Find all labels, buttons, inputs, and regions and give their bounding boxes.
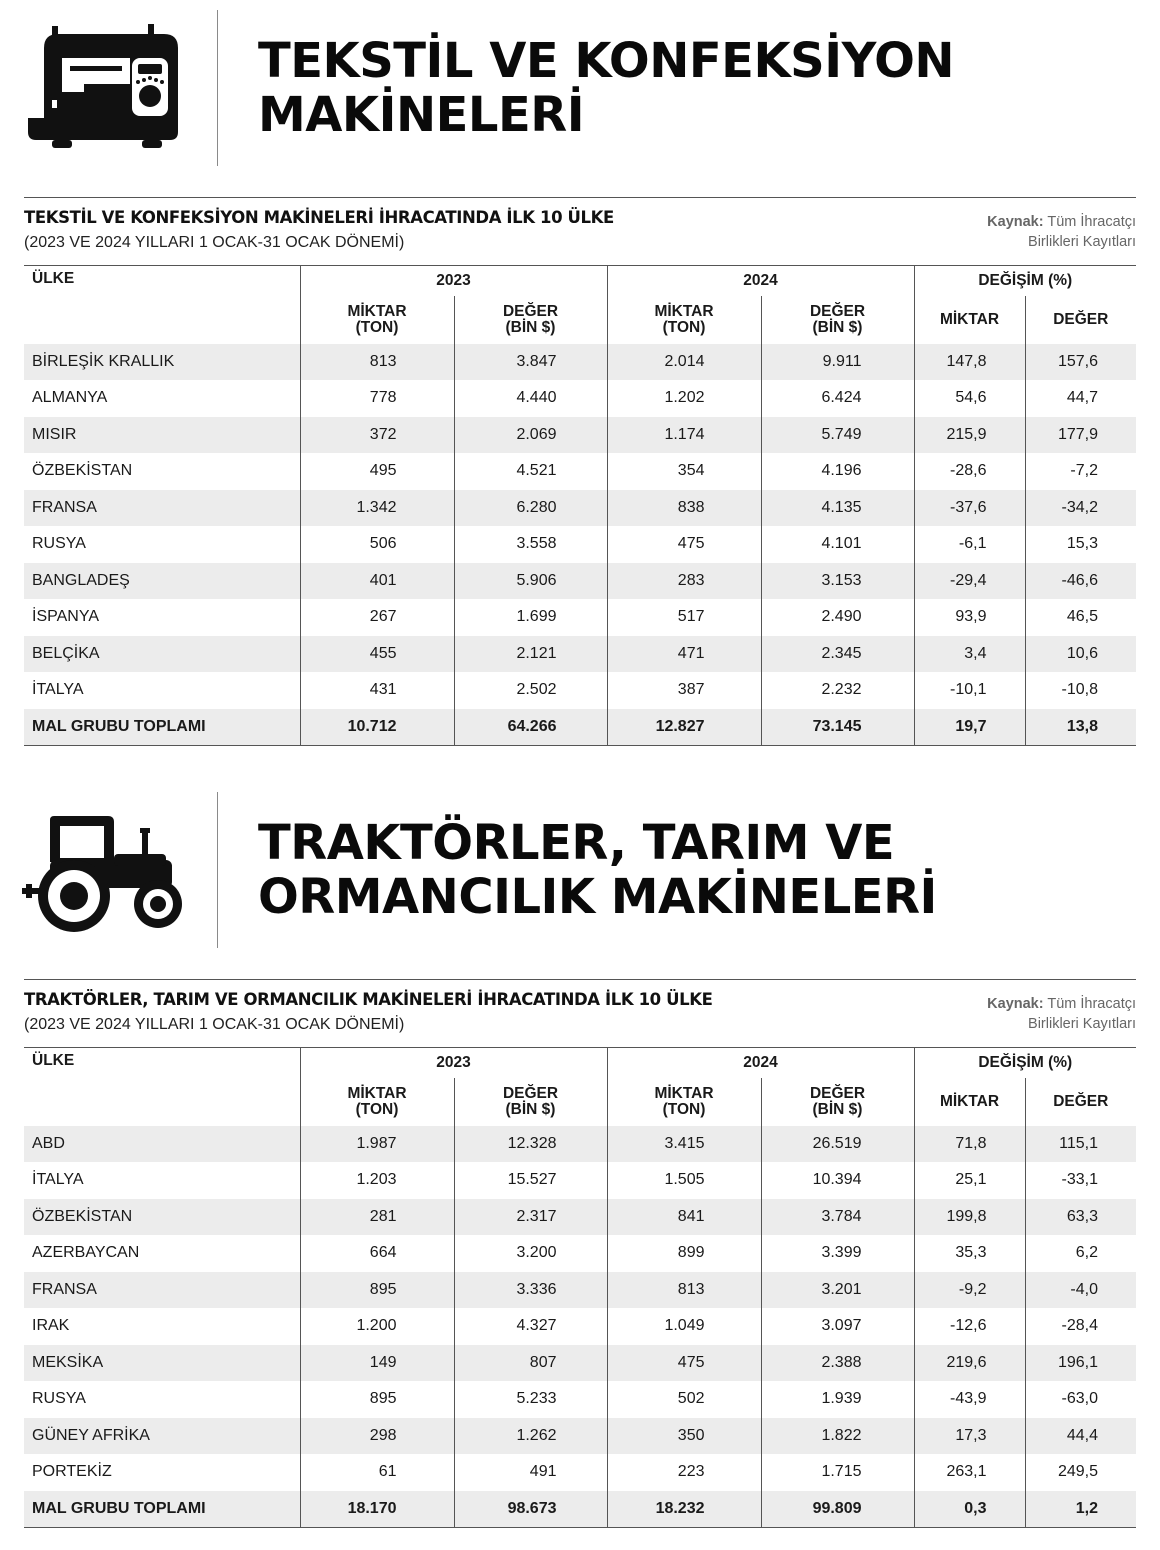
table-title: TEKSTİL VE KONFEKSİYON MAKİNELERİ İHRACATINDA İLK 10 ÜLKE	[24, 208, 614, 227]
value-cell: -46,6	[1025, 563, 1136, 600]
value-cell: 267	[300, 599, 454, 636]
value-cell: -28,4	[1025, 1308, 1136, 1345]
value-cell: 15,3	[1025, 526, 1136, 563]
value-cell: 249,5	[1025, 1454, 1136, 1491]
value-cell: 1.262	[454, 1418, 607, 1455]
source-note	[987, 994, 1136, 1034]
table-row	[24, 563, 1136, 600]
table-heading	[24, 990, 1136, 1046]
value-cell: 895	[300, 1272, 454, 1309]
value-cell: 12.328	[454, 1126, 607, 1163]
header-val-2024: DEĞER (BİN $)	[761, 296, 914, 344]
value-cell: 215,9	[914, 417, 1025, 454]
country-cell: RUSYA	[32, 1390, 86, 1408]
table-row	[24, 1308, 1136, 1345]
header-year-2023: 2023	[300, 266, 607, 296]
country-cell: ÖZBEKİSTAN	[32, 462, 133, 480]
table-row	[24, 344, 1136, 381]
country-cell: GÜNEY AFRİKA	[32, 1426, 150, 1444]
sewing-machine-icon	[22, 22, 187, 162]
value-cell: 263,1	[914, 1454, 1025, 1491]
table-row	[24, 453, 1136, 490]
value-cell: 4.101	[761, 526, 914, 563]
value-cell: 1.822	[761, 1418, 914, 1455]
value-cell: 838	[607, 490, 761, 527]
value-cell: 99.809	[761, 1491, 914, 1528]
header-qty-2023: MİKTAR (TON)	[300, 1078, 454, 1126]
value-cell: 19,7	[914, 709, 1025, 746]
country-cell: ÖZBEKİSTAN	[32, 1207, 133, 1225]
value-cell: 63,3	[1025, 1199, 1136, 1236]
value-cell: 10.394	[761, 1162, 914, 1199]
value-cell: -10,8	[1025, 672, 1136, 709]
country-cell: MISIR	[32, 425, 77, 443]
value-cell: 4.196	[761, 453, 914, 490]
value-cell: 2.232	[761, 672, 914, 709]
value-cell: 1.699	[454, 599, 607, 636]
value-cell: 3.336	[454, 1272, 607, 1309]
value-cell: 813	[607, 1272, 761, 1309]
section-title-line1: TRAKTÖRLER, TARIM VE	[258, 815, 895, 871]
total-row	[24, 1491, 1136, 1528]
header-chg-val: DEĞER	[1025, 296, 1136, 344]
header-chg-val: DEĞER	[1025, 1078, 1136, 1126]
value-cell: 1.174	[607, 417, 761, 454]
value-cell: 3.847	[454, 344, 607, 381]
value-cell: 2.490	[761, 599, 914, 636]
value-cell: 1,2	[1025, 1491, 1136, 1528]
country-cell: FRANSA	[32, 1280, 97, 1298]
value-cell: 177,9	[1025, 417, 1136, 454]
top-rule	[24, 197, 1136, 198]
section-header	[0, 0, 1160, 190]
value-cell: 12.827	[607, 709, 761, 746]
source-label: Kaynak:	[987, 214, 1044, 230]
value-cell: -10,1	[914, 672, 1025, 709]
section-header	[0, 782, 1160, 972]
country-cell: ALMANYA	[32, 389, 108, 407]
table-row	[24, 1162, 1136, 1199]
value-cell: 4.440	[454, 380, 607, 417]
country-cell: FRANSA	[32, 498, 97, 516]
source-line1: Tüm İhracatçı	[1047, 996, 1136, 1012]
header-year-2024: 2024	[607, 1048, 914, 1078]
country-cell: İSPANYA	[32, 608, 99, 626]
country-cell: BİRLEŞİK KRALLIK	[32, 352, 175, 370]
value-cell: 1.987	[300, 1126, 454, 1163]
value-cell: 813	[300, 344, 454, 381]
table-row	[24, 1381, 1136, 1418]
value-cell: -4,0	[1025, 1272, 1136, 1309]
table-row	[24, 1126, 1136, 1163]
header-change: DEĞİŞİM (%)	[914, 1048, 1136, 1078]
table-row	[24, 490, 1136, 527]
table-subtitle: (2023 VE 2024 YILLARI 1 OCAK-31 OCAK DÖNEMİ)	[24, 234, 405, 251]
value-cell: -28,6	[914, 453, 1025, 490]
value-cell: 5.906	[454, 563, 607, 600]
source-line2: Birlikleri Kayıtları	[1028, 1016, 1136, 1032]
value-cell: 115,1	[1025, 1126, 1136, 1163]
export-table	[24, 1047, 1136, 1528]
country-cell: IRAK	[32, 1317, 70, 1335]
header-chg-qty: MİKTAR	[914, 296, 1025, 344]
value-cell: -63,0	[1025, 1381, 1136, 1418]
value-cell: 807	[454, 1345, 607, 1382]
value-cell: 9.911	[761, 344, 914, 381]
value-cell: 3.784	[761, 1199, 914, 1236]
value-cell: 6.280	[454, 490, 607, 527]
value-cell: 1.939	[761, 1381, 914, 1418]
value-cell: 2.317	[454, 1199, 607, 1236]
value-cell: -7,2	[1025, 453, 1136, 490]
value-cell: 157,6	[1025, 344, 1136, 381]
table-subtitle: (2023 VE 2024 YILLARI 1 OCAK-31 OCAK DÖNEMİ)	[24, 1016, 405, 1033]
country-cell: İTALYA	[32, 1171, 84, 1189]
header-qty-2024: MİKTAR (TON)	[607, 296, 761, 344]
header-chg-qty: MİKTAR	[914, 1078, 1025, 1126]
value-cell: 199,8	[914, 1199, 1025, 1236]
table-row	[24, 417, 1136, 454]
value-cell: 471	[607, 636, 761, 673]
value-cell: 3.558	[454, 526, 607, 563]
value-cell: 10,6	[1025, 636, 1136, 673]
section-title	[258, 816, 1138, 924]
value-cell: 5.233	[454, 1381, 607, 1418]
table-row	[24, 380, 1136, 417]
country-cell: İTALYA	[32, 681, 84, 699]
header-qty-2024: MİKTAR (TON)	[607, 1078, 761, 1126]
value-cell: -37,6	[914, 490, 1025, 527]
total-row	[24, 709, 1136, 746]
value-cell: 149	[300, 1345, 454, 1382]
value-cell: 44,4	[1025, 1418, 1136, 1455]
value-cell: 18.170	[300, 1491, 454, 1528]
value-cell: 1.505	[607, 1162, 761, 1199]
table-row	[24, 1418, 1136, 1455]
value-cell: 196,1	[1025, 1345, 1136, 1382]
source-label: Kaynak:	[987, 996, 1044, 1012]
value-cell: 98.673	[454, 1491, 607, 1528]
value-cell: 3.153	[761, 563, 914, 600]
country-cell: AZERBAYCAN	[32, 1244, 140, 1262]
value-cell: 1.202	[607, 380, 761, 417]
value-cell: 17,3	[914, 1418, 1025, 1455]
value-cell: 2.502	[454, 672, 607, 709]
header-qty-2023: MİKTAR (TON)	[300, 296, 454, 344]
value-cell: 64.266	[454, 709, 607, 746]
header-val-2023: DEĞER (BİN $)	[454, 1078, 607, 1126]
table-row	[24, 672, 1136, 709]
value-cell: 298	[300, 1418, 454, 1455]
value-cell: 5.749	[761, 417, 914, 454]
section-textile	[0, 0, 1160, 735]
header-year-2024: 2024	[607, 266, 914, 296]
value-cell: 2.014	[607, 344, 761, 381]
value-cell: 71,8	[914, 1126, 1025, 1163]
value-cell: 4.521	[454, 453, 607, 490]
source-note	[987, 212, 1136, 252]
value-cell: 3.200	[454, 1235, 607, 1272]
source-line1: Tüm İhracatçı	[1047, 214, 1136, 230]
value-cell: -9,2	[914, 1272, 1025, 1309]
table-row	[24, 636, 1136, 673]
value-cell: 93,9	[914, 599, 1025, 636]
value-cell: -34,2	[1025, 490, 1136, 527]
country-cell: MEKSİKA	[32, 1353, 104, 1371]
value-cell: 495	[300, 453, 454, 490]
value-cell: -12,6	[914, 1308, 1025, 1345]
value-cell: 502	[607, 1381, 761, 1418]
table-title: TRAKTÖRLER, TARIM VE ORMANCILIK MAKİNELERİ İHRACATINDA İLK 10 ÜLKE	[24, 990, 713, 1009]
value-cell: 147,8	[914, 344, 1025, 381]
table-row	[24, 526, 1136, 563]
value-cell: 387	[607, 672, 761, 709]
value-cell: 223	[607, 1454, 761, 1491]
value-cell: 1.203	[300, 1162, 454, 1199]
value-cell: 1.049	[607, 1308, 761, 1345]
value-cell: 354	[607, 453, 761, 490]
section-title-line1: TEKSTİL VE KONFEKSİYON	[258, 33, 955, 89]
country-cell: BELÇİKA	[32, 644, 100, 662]
value-cell: 2.121	[454, 636, 607, 673]
country-cell: MAL GRUBU TOPLAMI	[24, 1491, 300, 1528]
value-cell: 1.200	[300, 1308, 454, 1345]
header-country: ÜLKE	[24, 266, 300, 344]
country-cell: ABD	[32, 1134, 65, 1152]
value-cell: 431	[300, 672, 454, 709]
table-row	[24, 1454, 1136, 1491]
value-cell: 491	[454, 1454, 607, 1491]
table-body	[24, 344, 1136, 746]
section-title-line2: MAKİNELERİ	[258, 87, 585, 143]
value-cell: 401	[300, 563, 454, 600]
value-cell: 1.715	[761, 1454, 914, 1491]
value-cell: 506	[300, 526, 454, 563]
export-table	[24, 265, 1136, 746]
value-cell: 3.097	[761, 1308, 914, 1345]
value-cell: -6,1	[914, 526, 1025, 563]
section-tractor	[0, 782, 1160, 1517]
value-cell: 664	[300, 1235, 454, 1272]
value-cell: 6,2	[1025, 1235, 1136, 1272]
value-cell: -33,1	[1025, 1162, 1136, 1199]
value-cell: 3,4	[914, 636, 1025, 673]
value-cell: 778	[300, 380, 454, 417]
value-cell: 26.519	[761, 1126, 914, 1163]
value-cell: 6.424	[761, 380, 914, 417]
value-cell: 350	[607, 1418, 761, 1455]
tractor-icon	[22, 804, 187, 944]
value-cell: 61	[300, 1454, 454, 1491]
value-cell: 2.345	[761, 636, 914, 673]
country-cell: MAL GRUBU TOPLAMI	[24, 709, 300, 746]
value-cell: -43,9	[914, 1381, 1025, 1418]
section-title	[258, 34, 1138, 142]
value-cell: 44,7	[1025, 380, 1136, 417]
value-cell: 4.135	[761, 490, 914, 527]
value-cell: -29,4	[914, 563, 1025, 600]
value-cell: 3.415	[607, 1126, 761, 1163]
table-row	[24, 599, 1136, 636]
country-cell: PORTEKİZ	[32, 1463, 112, 1481]
value-cell: 455	[300, 636, 454, 673]
value-cell: 46,5	[1025, 599, 1136, 636]
section-title-line2: ORMANCILIK MAKİNELERİ	[258, 869, 937, 925]
header-year-2023: 2023	[300, 1048, 607, 1078]
value-cell: 1.342	[300, 490, 454, 527]
value-cell: 10.712	[300, 709, 454, 746]
value-cell: 3.201	[761, 1272, 914, 1309]
value-cell: 54,6	[914, 380, 1025, 417]
value-cell: 281	[300, 1199, 454, 1236]
value-cell: 899	[607, 1235, 761, 1272]
value-cell: 4.327	[454, 1308, 607, 1345]
value-cell: 219,6	[914, 1345, 1025, 1382]
value-cell: 895	[300, 1381, 454, 1418]
header-divider	[217, 10, 218, 166]
value-cell: 15.527	[454, 1162, 607, 1199]
value-cell: 2.388	[761, 1345, 914, 1382]
source-line2: Birlikleri Kayıtları	[1028, 234, 1136, 250]
value-cell: 13,8	[1025, 709, 1136, 746]
top-rule	[24, 979, 1136, 980]
table-row	[24, 1235, 1136, 1272]
table-row	[24, 1272, 1136, 1309]
table-body	[24, 1126, 1136, 1528]
value-cell: 517	[607, 599, 761, 636]
table-row	[24, 1199, 1136, 1236]
value-cell: 18.232	[607, 1491, 761, 1528]
value-cell: 283	[607, 563, 761, 600]
value-cell: 475	[607, 1345, 761, 1382]
value-cell: 475	[607, 526, 761, 563]
value-cell: 372	[300, 417, 454, 454]
value-cell: 73.145	[761, 709, 914, 746]
value-cell: 35,3	[914, 1235, 1025, 1272]
value-cell: 3.399	[761, 1235, 914, 1272]
header-divider	[217, 792, 218, 948]
header-val-2024: DEĞER (BİN $)	[761, 1078, 914, 1126]
header-val-2023: DEĞER (BİN $)	[454, 296, 607, 344]
header-change: DEĞİŞİM (%)	[914, 266, 1136, 296]
value-cell: 841	[607, 1199, 761, 1236]
table-heading	[24, 208, 1136, 264]
country-cell: RUSYA	[32, 535, 86, 553]
value-cell: 2.069	[454, 417, 607, 454]
table-row	[24, 1345, 1136, 1382]
country-cell: BANGLADEŞ	[32, 571, 130, 589]
value-cell: 0,3	[914, 1491, 1025, 1528]
header-country: ÜLKE	[24, 1048, 300, 1126]
value-cell: 25,1	[914, 1162, 1025, 1199]
